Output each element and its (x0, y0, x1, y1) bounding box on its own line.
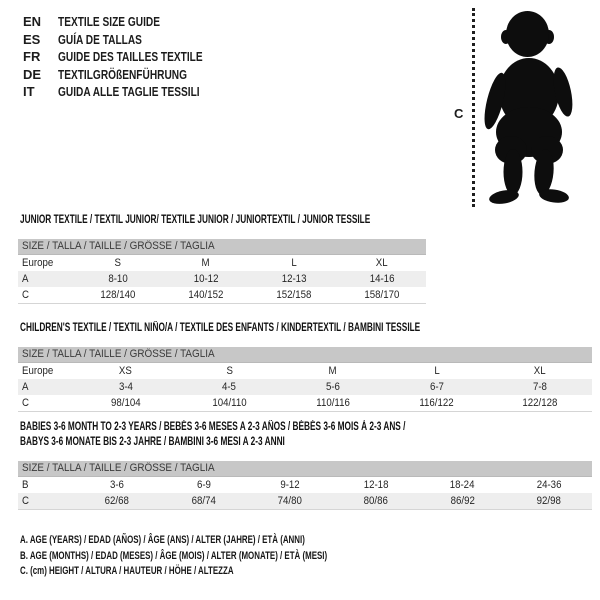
table-row (18, 363, 592, 379)
size-value-cell (419, 477, 505, 493)
legend-line-height: C. (cm) HEIGHT / ALTURA / HAUTEUR / HÖHE / ALTEZZA (20, 565, 234, 577)
row-label-cell (18, 493, 74, 509)
size-value-cell (74, 379, 178, 395)
size-value-cell (281, 395, 385, 411)
table-title-line: JUNIOR TEXTILE / TEXTIL JUNIOR/ TEXTILE JUNIOR / JUNIORTEXTIL / JUNIOR TESSILE (20, 214, 371, 226)
size-value-text: M (201, 257, 211, 269)
table-row (18, 379, 592, 395)
size-value-cell (250, 271, 338, 287)
table-row (18, 477, 592, 493)
size-value-text: 3-4 (118, 381, 133, 393)
size-value-text: S (226, 365, 233, 377)
size-value-text: L (433, 365, 440, 377)
size-value-text: 8-10 (108, 273, 128, 285)
language-title: GUIDA ALLE TAGLIE TESSILI (58, 84, 200, 99)
size-value-text: 80/86 (364, 495, 389, 507)
row-label-cell (18, 379, 74, 395)
size-value-cell (338, 255, 426, 271)
size-value-cell (281, 379, 385, 395)
legend-line-age-months: B. AGE (MONTHS) / EDAD (MESES) / ÂGE (MOIS) / ALTER (MONATE) / ETÀ (MESI) (20, 549, 328, 562)
junior-textile-table (18, 213, 426, 304)
size-value-cell (488, 363, 592, 379)
size-value-text: 158/170 (364, 289, 400, 301)
size-value-cell (74, 271, 162, 287)
height-measure-dotted-line (472, 8, 475, 207)
size-value-text: 116/122 (419, 397, 454, 409)
table-header-text: SIZE / TALLA / TAILLE / GRÖSSE / TAGLIA (22, 348, 215, 360)
size-value-cell (506, 493, 592, 509)
size-value-text: 152/158 (276, 289, 312, 301)
size-value-cell (333, 477, 419, 493)
size-value-text: 12-13 (281, 273, 307, 285)
table-header-text: SIZE / TALLA / TAILLE / GRÖSSE / TAGLIA (22, 240, 215, 252)
size-value-text: 18-24 (450, 479, 475, 491)
size-value-text: 3-6 (110, 479, 125, 491)
size-value-text: 122/128 (522, 397, 558, 409)
language-title-list (23, 13, 243, 101)
size-value-text: 6-7 (429, 381, 444, 393)
size-value-cell (488, 379, 592, 395)
size-value-cell (281, 363, 385, 379)
language-title: GUÍA DE TALLAS (58, 31, 142, 47)
language-row (23, 48, 243, 66)
size-value-cell (488, 395, 592, 411)
size-value-cell (178, 379, 282, 395)
size-value-cell (74, 363, 178, 379)
language-title: GUIDE DES TAILLES TEXTILE (58, 49, 203, 64)
size-value-cell (74, 493, 160, 509)
size-value-text: 92/98 (536, 495, 561, 507)
size-value-cell (160, 477, 246, 493)
size-value-cell (74, 287, 162, 303)
table-header-bar (18, 347, 592, 363)
size-value-text: 110/116 (316, 397, 350, 409)
table-row (18, 287, 426, 303)
language-code: DE (23, 66, 42, 82)
size-value-cell (162, 287, 250, 303)
table-header-bar (18, 461, 592, 477)
size-value-text: S (114, 257, 122, 269)
height-measure-label: C (454, 106, 464, 121)
size-value-cell (385, 379, 489, 395)
size-value-cell (247, 477, 333, 493)
baby-silhouette-icon (480, 8, 592, 208)
language-title: TEXTILE SIZE GUIDE (58, 14, 160, 29)
language-row (23, 83, 243, 101)
table-title (20, 213, 426, 228)
table-header-bar (18, 239, 426, 255)
size-value-text: XL (376, 257, 388, 269)
babies-textile-table (18, 420, 592, 510)
size-value-text: 104/110 (212, 397, 247, 409)
table-title-line: CHILDREN'S TEXTILE / TEXTIL NIÑO/A / TEXTILE DES ENFANTS / KINDERTEXTIL / BAMBINI TESSILE (20, 322, 421, 334)
size-value-cell (385, 395, 489, 411)
size-value-text: 74/80 (277, 495, 302, 507)
language-code: EN (23, 14, 42, 29)
size-value-cell (178, 363, 282, 379)
size-value-cell (74, 395, 178, 411)
table-row (18, 493, 592, 509)
size-value-cell (250, 255, 338, 271)
size-value-cell (506, 477, 592, 493)
size-value-text: 86/92 (450, 495, 475, 507)
table-title-line: BABIES 3-6 MONTH TO 2-3 YEARS / BEBÉS 3-6 MESES A 2-3 AÑOS / BÉBÉS 3-6 MOIS À 2-3 ANS / (20, 421, 406, 433)
size-value-text: 4-5 (222, 381, 237, 393)
language-row (23, 66, 243, 84)
size-value-cell (250, 287, 338, 303)
row-label-cell (18, 477, 74, 493)
table-row (18, 395, 592, 411)
language-row (23, 31, 243, 49)
language-title: TEXTILGRÖßENFÜHRUNG (58, 66, 188, 82)
language-code: FR (23, 49, 41, 64)
size-value-text: XL (534, 365, 547, 377)
table-title (20, 321, 592, 336)
childrens-textile-table (18, 321, 592, 412)
size-value-text: 7-8 (533, 381, 548, 393)
language-code: IT (23, 84, 35, 99)
language-code: ES (23, 31, 41, 47)
baby-height-figure (450, 5, 598, 211)
size-value-cell (419, 493, 505, 509)
size-value-text: M (328, 365, 338, 377)
size-value-cell (178, 395, 282, 411)
language-row (23, 13, 243, 31)
size-value-text: 10-12 (193, 273, 219, 285)
size-value-cell (333, 493, 419, 509)
size-value-text: 98/104 (110, 397, 141, 409)
row-label-text: Europe (22, 257, 54, 269)
size-value-cell (160, 493, 246, 509)
size-value-cell (74, 477, 160, 493)
table-title-line: BABYS 3-6 MONATE BIS 2-3 JAHRE / BAMBINI 3-6 MESI A 2-3 ANNI (20, 436, 285, 448)
legend-line-age-years: A. AGE (YEARS) / EDAD (AÑOS) / ÂGE (ANS) / ALTER (JAHRE) / ETÀ (ANNI) (20, 534, 305, 546)
size-value-cell (74, 255, 162, 271)
size-value-cell (385, 363, 489, 379)
row-label-text: B (22, 479, 29, 491)
size-value-cell (247, 493, 333, 509)
size-value-cell (162, 271, 250, 287)
table-row (18, 271, 426, 287)
size-value-text: L (291, 257, 297, 269)
row-label-text: C (22, 495, 29, 507)
size-value-text: 128/140 (100, 289, 136, 301)
row-label-cell (18, 271, 74, 287)
row-label-cell (18, 395, 74, 411)
table-row (18, 255, 426, 271)
table-title (20, 420, 592, 450)
measurement-legend (20, 533, 447, 580)
size-value-cell (338, 287, 426, 303)
table-header-text: SIZE / TALLA / TAILLE / GRÖSSE / TAGLIA (22, 462, 215, 474)
size-value-text: 140/152 (188, 289, 224, 301)
size-value-cell (162, 255, 250, 271)
size-value-text: 12-18 (363, 479, 389, 491)
size-value-text: 5-6 (325, 381, 340, 393)
size-value-text: 6-9 (196, 479, 211, 491)
row-label-text: Europe (22, 365, 54, 377)
row-label-text: A (22, 273, 29, 285)
row-label-text: A (22, 381, 29, 393)
size-table (18, 461, 592, 510)
row-label-cell (18, 363, 74, 379)
row-label-text: C (22, 289, 29, 301)
size-value-text: 14-16 (369, 273, 395, 285)
size-value-text: 24-36 (536, 479, 562, 491)
size-value-cell (338, 271, 426, 287)
size-value-text: XS (119, 365, 133, 377)
size-value-text: 62/68 (105, 495, 130, 507)
row-label-cell (18, 255, 74, 271)
row-label-cell (18, 287, 74, 303)
size-value-text: 9-12 (280, 479, 300, 491)
size-table (18, 239, 426, 304)
row-label-text: C (22, 397, 29, 409)
size-value-text: 68/74 (191, 495, 216, 507)
size-table (18, 347, 592, 412)
